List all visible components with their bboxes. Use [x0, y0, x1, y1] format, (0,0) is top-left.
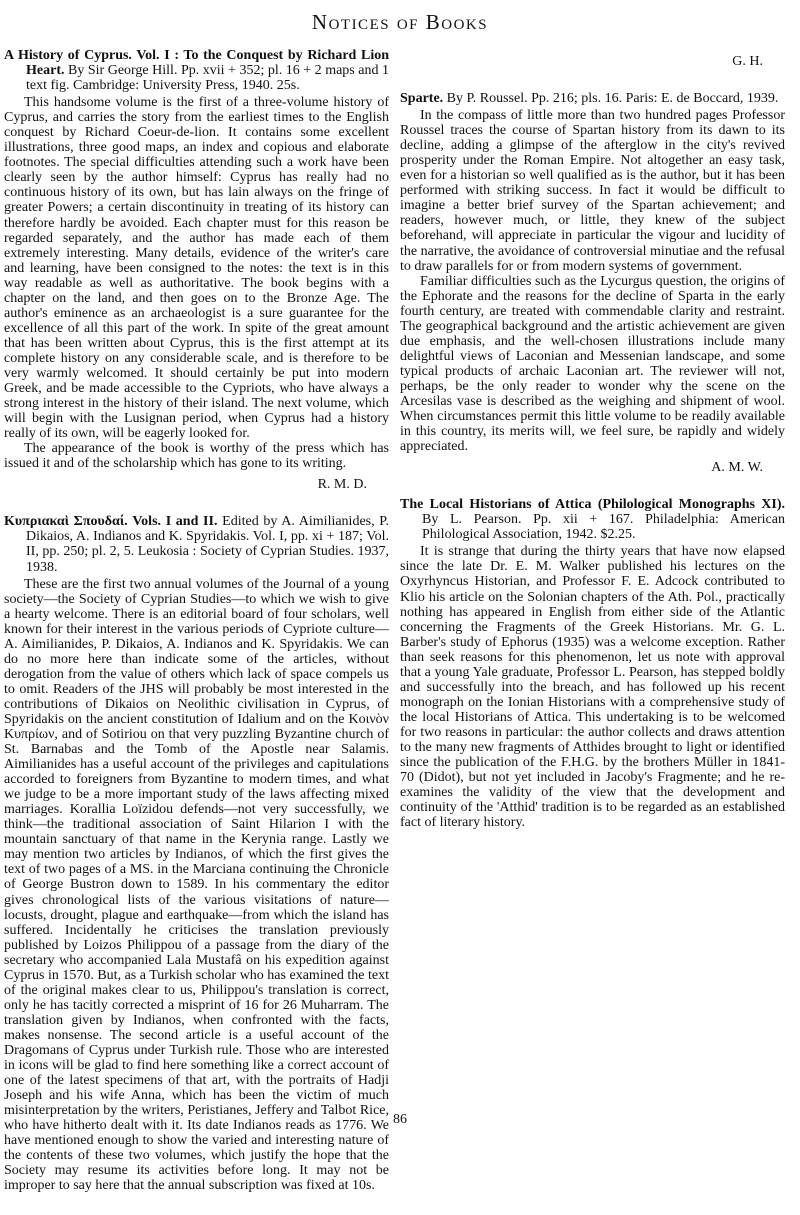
review-heading — [400, 91, 785, 106]
left-column — [4, 48, 389, 1215]
review-heading — [4, 514, 389, 574]
book-title: A History of Cyprus. Vol. I : To the Conquest by Richard Lion Heart. — [4, 48, 389, 79]
book-title: Κυπριακαὶ Σπουδαί. Vols. I and II. — [4, 514, 218, 530]
book-title: The Local Historians of Attica (Philological Monographs XI). — [400, 497, 785, 513]
reviewer-signature: G. H. — [732, 54, 763, 69]
book-details: By Sir George Hill. Pp. xvii + 352; pl. 16 + 2 maps and 1 text fig. Cambridge: University Press, 1940. 25s. — [26, 63, 389, 94]
review-paragraph: In the compass of little more than two hundred pages Professor Roussel traces the course of Spartan history from its dawn to its decline, adding a glimpse of the afterglow in the city's revived prosperity under the Roman Empire. Not altogether an easy task, even for a historian so well qualified as is the author, but it has been performed with striking success. In fact it would be difficult to imagine a better brief survey of the Spartan achievement; and readers, however much, or little, they knew of the subject beforehand, will appreciate in particular the vigour and lucidity of the narrative, the avoidance of controversial minutiae and the refusal to draw parallels for or from modern systems of government. — [400, 108, 785, 274]
review-heading — [4, 48, 389, 93]
review-kypriakai-spoudai-continued — [400, 54, 785, 69]
page-number: 86 — [393, 1112, 407, 1127]
review-local-historians-of-attica — [400, 497, 785, 830]
review-heading — [400, 497, 785, 542]
reviewer-signature: A. M. W. — [711, 460, 763, 476]
review-paragraph: It is strange that during the thirty years that have now elapsed since the late Dr. E. M. Walker published his lectures on the Oxyrhyncus Historian, and Professor F. E. Adcock contributed to Klio his article on the Solonian chapters of the Ath. Pol., practically nothing has appeared in English from either side of the Atlantic concerning the Fragments of the Greek Historians. Mr. G. L. Barber's study of Ephorus (1935) was a welcome exception. Rather than seek reasons for this phenomenon, let us note with approval that a young Yale graduate, Professor L. Pearson, has stepped boldly and successfully into the breach, and has followed up his recent monograph on the Ionian Historians with a comprehensive study of the local Historians of Attica. This undertaking is to be welcomed for two reasons in particular: the author collects and draws attention to the many new fragments of Atthides brought to light or identified since the publication of the F.H.G. by the brothers Müller in 1841-70 (Didot), but not yet included in Jacoby's Fragmente; and he re-examines the validity of the view that the development and continuity of the 'Atthid' tradition is to be regarded as an established fact of literary history. — [400, 544, 785, 831]
review-paragraph: The appearance of the book is worthy of the press which has issued it and of the scholarship which has gone to its writing. — [4, 441, 389, 472]
right-column — [400, 48, 785, 852]
reviewer-signature: R. M. D. — [317, 477, 367, 493]
page-title: Notices of Books — [311, 10, 489, 34]
review-sparte — [400, 91, 785, 475]
review-paragraph: This handsome volume is the first of a three-volume history of Cyprus, and carries the story from the earliest times to the English conquest by Richard Coeur-de-lion. It contains some excellent illustrations, three good maps, an index and copious and elaborate footnotes. The special difficulties attending such a work have been clearly seen by the author himself: Cyprus has really had no continuous history of its own, but has lain always on the fringe of greater Powers; a certain discontinuity in treating of its history can therefore hardly be avoided. Each chapter must for this reason be regarded separately, and the author has made each of them extremely interesting. Many details, evidence of the writer's care and learning, have been consigned to the notes: the text is in this way readable as well as authoritative. The book begins with a chapter on the land, and then goes on to the Bronze Age. The author's eminence as an archaeologist is a sure guarantee for the excellence of all this part of the work. In spite of the great amount that has been written about Cyprus, this is the first attempt at its complete history on any considerable scale, and is therefore to be very warmly welcomed. It should certainly be put into modern Greek, and be made accessible to the Cypriots, who have always a strong interest in the history of their island. The next volume, which will begin with the Lusignan period, when Cyprus had a history really of its own, will be eagerly looked for. — [4, 95, 389, 442]
book-details: Edited by A. Aimilianides, P. Dikaios, A. Indianos and K. Spyridakis. Vol. I, pp. xi + 187; Vol. II, pp. 250; pl. 2, 5. Leukosia : Society of Cyprian Studies. 1937, 1938. — [26, 514, 390, 575]
review-kypriakai-spoudai — [4, 514, 389, 1193]
book-title: Sparte. — [400, 91, 444, 107]
book-details: By L. Pearson. Pp. xii + 167. Philadelphia: American Philological Association, 1942. $2.25. — [422, 512, 785, 543]
book-details: By P. Roussel. Pp. 216; pls. 16. Paris: E. de Boccard, 1939. — [446, 91, 779, 107]
review-history-of-cyprus — [4, 48, 389, 492]
review-paragraph: These are the first two annual volumes of the Journal of a young society—the Society of Cyprian Studies—to which we wish to give a hearty welcome. There is an editorial board of four scholars, well known for their interest in the various periods of Cypriote culture—A. Aimilianides, P. Dikaios, A. Indianos and K. Spyridakis. We can do no more here than indicate some of the articles, without derogation from the value of others which lack of space compels us to omit. Readers of the JHS will probably be most interested in the contributions of Dikaios on Neolithic civilisation in Cyprus, of Spyridakis on the ancient constitution of Idalium and on the Κοινὸν Κυπρίων, and of Sotiriou on that very puzzling Byzantine church of St. Barnabas and the Tomb of the Apostle near Salamis. Aimilianides has a useful account of the privileges and capitulations accorded to foreigners from Byzantine to modern times, and what we judge to be a more important study of the laws affecting mixed marriages. Korallia Loïzidou defends—not very successfully, we think—the traditional association of Saint Hilarion I with the mountain sanctuary of that name in the Kerynia range. Lastly we may mention two articles by Indianos, of which the first gives the text of two pages of a MS. in the Marciana continuing the Chronicle of George Bustron down to 1589. In his commentary the editor gives chronological lists of the various visitations of nature—locusts, drought, plague and earthquake—from which the island has suffered. Incidentally he criticises the translation previously published by Loizos Philippou of a passage from the diary of the secretary who accompanied Lala Mustafâ on his expedition against Cyprus in 1570. But, as a Turkish scholar who has examined the text of the original makes clear to us, Philippou's translation is correct, only he has tacitly corrected a misprint of 16 for 26 Muharram. The translation given by Indianos, when confronted with the facts, makes nonsense. The second article is a useful account of the Dragomans of Cyprus under Turkish rule. Those who are interested in icons will be glad to find here something like a correct account of one of the latest specimens of that art, with the portraits of Hadji Joseph and his wife Anna, which has been the victim of much misinterpretation by the writers, Peristianes, Jeffery and Talbot Rice, who have hitherto dealt with it. Its date Indianos reads as 1776. We have mentioned enough to show the varied and interesting nature of the contents of these two volumes, which justify the hope that the Society may resume its activities before long. It may not be improper to say here that the annual subscription was fixed at 10s. — [4, 576, 389, 1194]
review-paragraph: Familiar difficulties such as the Lycurgus question, the origins of the Ephorate and the reasons for the decline of Sparta in the early fourth century, are treated with commendable clarity and restraint. The geographical background and the artistic achievement are given due emphasis, and the well-chosen illustrations include many delightful views of Laconian and Messenian landscape, and some typical products of archaic Laconian art. The reviewer will not, perhaps, be the only reader to wonder why the scene on the Arcesilas vase is described as the weighing and shipment of wool. When circumstances permit this little volume to be readily available in this country, its merits will, we feel sure, be rapidly and widely appreciated. — [400, 273, 785, 455]
